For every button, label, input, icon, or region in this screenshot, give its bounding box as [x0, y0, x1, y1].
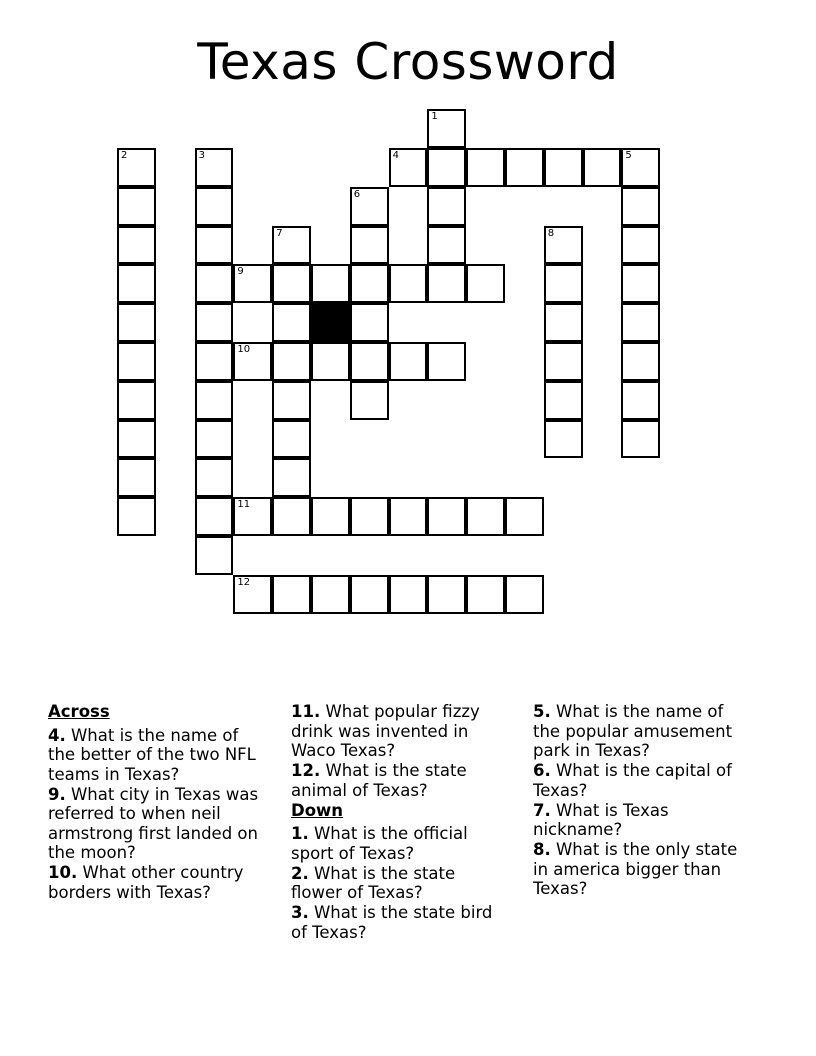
- crossword-cell[interactable]: [117, 303, 156, 342]
- clues-column-3: [533, 702, 748, 899]
- clue-number: 7.: [533, 800, 551, 820]
- crossword-cell[interactable]: [544, 342, 583, 381]
- clue-text: What is the name of the better of the two NFL teams in Texas?: [48, 725, 256, 784]
- clue-number: 2.: [291, 863, 309, 883]
- crossword-cell[interactable]: [195, 536, 234, 575]
- crossword-cell[interactable]: [350, 342, 389, 381]
- crossword-cell[interactable]: [544, 303, 583, 342]
- clue-number-label: 2: [121, 150, 128, 161]
- crossword-cell[interactable]: [427, 226, 466, 265]
- crossword-cell[interactable]: [621, 420, 660, 459]
- crossword-cell[interactable]: [466, 497, 505, 536]
- crossword-cell[interactable]: [621, 226, 660, 265]
- crossword-cell[interactable]: [389, 148, 428, 187]
- crossword-cell[interactable]: [233, 497, 272, 536]
- clue-number-label: 6: [353, 188, 361, 200]
- crossword-cell[interactable]: [117, 264, 156, 303]
- crossword-cell[interactable]: [350, 381, 389, 420]
- crossword-cell[interactable]: [350, 575, 389, 614]
- clue-number-label: 11: [237, 499, 251, 511]
- clue-number-label: 8: [547, 227, 555, 239]
- crossword-cell[interactable]: [272, 303, 311, 342]
- clue-number: 6.: [533, 761, 551, 780]
- crossword-cell[interactable]: [233, 342, 272, 381]
- crossword-cell[interactable]: [272, 264, 311, 303]
- clue-number: 9.: [48, 784, 66, 804]
- across-heading: Across: [48, 702, 110, 721]
- crossword-cell[interactable]: [272, 342, 311, 381]
- crossword-cell[interactable]: [544, 226, 583, 265]
- crossword-cell[interactable]: [117, 458, 156, 497]
- crossword-cell[interactable]: [466, 148, 505, 187]
- crossword-cell[interactable]: [272, 458, 311, 497]
- clue-down-2: [291, 864, 506, 903]
- crossword-cell[interactable]: [350, 264, 389, 303]
- crossword-cell[interactable]: [117, 148, 156, 187]
- crossword-cell[interactable]: [621, 303, 660, 342]
- clue-text: What is the state flower of Texas?: [291, 863, 456, 902]
- crossword-cell[interactable]: [427, 109, 466, 148]
- clue-number: 1.: [291, 824, 309, 843]
- crossword-cell[interactable]: [272, 381, 311, 420]
- clue-number-label: 7: [276, 227, 283, 239]
- crossword-cell[interactable]: [621, 381, 660, 420]
- clue-number-label: 4: [392, 150, 399, 161]
- crossword-cell[interactable]: [272, 420, 311, 459]
- crossword-cell[interactable]: [350, 303, 389, 342]
- clue-number: 12.: [291, 761, 321, 780]
- clue-text: What other country borders with Texas?: [48, 863, 244, 902]
- clue-across-12: [291, 761, 506, 800]
- clue-number: 4.: [48, 725, 66, 745]
- clues-column-2: [291, 702, 506, 943]
- crossword-cell[interactable]: [195, 381, 234, 420]
- clue-text: What is the official sport of Texas?: [291, 824, 468, 863]
- clue-number: 10.: [48, 863, 78, 882]
- clue-down-7: [533, 801, 748, 840]
- clue-down-1: [291, 824, 506, 863]
- crossword-cell[interactable]: [311, 342, 350, 381]
- crossword-cell[interactable]: [195, 264, 234, 303]
- crossword-cell[interactable]: [389, 575, 428, 614]
- crossword-cell[interactable]: [195, 420, 234, 459]
- crossword-cell[interactable]: [195, 187, 234, 226]
- crossword-cell[interactable]: [350, 187, 389, 226]
- crossword-cell[interactable]: [117, 497, 156, 536]
- crossword-cell[interactable]: [195, 458, 234, 497]
- crossword-black-cell: [311, 303, 350, 342]
- clue-number-label: 5: [625, 150, 632, 161]
- clue-text: What is the name of the popular amusement park in Texas?: [533, 702, 733, 760]
- crossword-cell[interactable]: [466, 575, 505, 614]
- clue-text: What is the state bird of Texas?: [291, 903, 493, 942]
- crossword-cell[interactable]: [233, 264, 272, 303]
- crossword-cell[interactable]: [544, 148, 583, 187]
- crossword-cell[interactable]: [350, 497, 389, 536]
- crossword-cell[interactable]: [427, 187, 466, 226]
- crossword-cell[interactable]: [195, 148, 234, 187]
- clue-number-label: 10: [237, 344, 251, 355]
- crossword-cell[interactable]: [311, 497, 350, 536]
- crossword-cell[interactable]: [621, 148, 660, 187]
- clue-number: 8.: [533, 840, 551, 859]
- crossword-cell[interactable]: [350, 226, 389, 265]
- crossword-cell[interactable]: [505, 497, 544, 536]
- clue-number-label: 12: [237, 576, 251, 588]
- clue-number-label: 9: [237, 266, 244, 278]
- crossword-cell[interactable]: [117, 226, 156, 265]
- crossword-cell[interactable]: [427, 497, 466, 536]
- crossword-cell[interactable]: [117, 342, 156, 381]
- clue-across-9: [48, 785, 263, 863]
- clue-number: 5.: [533, 702, 551, 721]
- down-heading: Down: [291, 800, 344, 820]
- clue-number: 11.: [291, 702, 321, 721]
- clue-down-8: [533, 840, 748, 899]
- clue-down-5: [533, 702, 748, 761]
- crossword-cell[interactable]: [195, 342, 234, 381]
- crossword-cell[interactable]: [427, 264, 466, 303]
- crossword-cell[interactable]: [389, 342, 428, 381]
- clue-number-label: 1: [431, 111, 438, 123]
- clue-across-4: [48, 726, 263, 785]
- crossword-cell[interactable]: [117, 187, 156, 226]
- crossword-cell[interactable]: [195, 226, 234, 265]
- crossword-cell[interactable]: [272, 226, 311, 265]
- crossword-cell[interactable]: [389, 264, 428, 303]
- crossword-cell[interactable]: [117, 420, 156, 459]
- crossword-cell[interactable]: [621, 264, 660, 303]
- crossword-cell[interactable]: [427, 148, 466, 187]
- clue-number-label: 3: [198, 150, 205, 161]
- crossword-cell[interactable]: [544, 264, 583, 303]
- clue-down-3: [291, 903, 506, 942]
- crossword-cell[interactable]: [583, 148, 622, 187]
- crossword-cell[interactable]: [466, 264, 505, 303]
- clue-down-6: [533, 761, 748, 800]
- clue-number: 3.: [291, 903, 309, 922]
- crossword-cell[interactable]: [117, 381, 156, 420]
- clue-text: What is Texas nickname?: [533, 800, 669, 839]
- crossword-cell[interactable]: [195, 303, 234, 342]
- crossword-cell[interactable]: [272, 575, 311, 614]
- crossword-cell[interactable]: [195, 497, 234, 536]
- crossword-cell[interactable]: [427, 575, 466, 614]
- page-title: Texas Crossword: [197, 33, 619, 91]
- crossword-cell[interactable]: [505, 148, 544, 187]
- clue-text: What popular fizzy drink was invented in Waco Texas?: [291, 702, 480, 760]
- clues-column-1: [48, 702, 263, 903]
- crossword-cell[interactable]: [621, 342, 660, 381]
- crossword-cell[interactable]: [272, 497, 311, 536]
- clue-text: What is the capital of Texas?: [533, 761, 732, 800]
- crossword-cell[interactable]: [427, 342, 466, 381]
- clue-text: What city in Texas was referred to when neil armstrong first landed on the moon?: [48, 784, 259, 862]
- crossword-cell[interactable]: [311, 575, 350, 614]
- clue-across-10: [48, 863, 263, 902]
- crossword-cell[interactable]: [544, 381, 583, 420]
- clue-text: What is the only state in america bigger than Texas?: [533, 840, 738, 898]
- clue-across-11: [291, 702, 506, 761]
- crossword-cell[interactable]: [233, 575, 272, 614]
- clue-text: What is the state animal of Texas?: [291, 761, 467, 800]
- crossword-cell[interactable]: [389, 497, 428, 536]
- crossword-cell[interactable]: [311, 264, 350, 303]
- crossword-cell[interactable]: [505, 575, 544, 614]
- crossword-cell[interactable]: [621, 187, 660, 226]
- crossword-cell[interactable]: [544, 420, 583, 459]
